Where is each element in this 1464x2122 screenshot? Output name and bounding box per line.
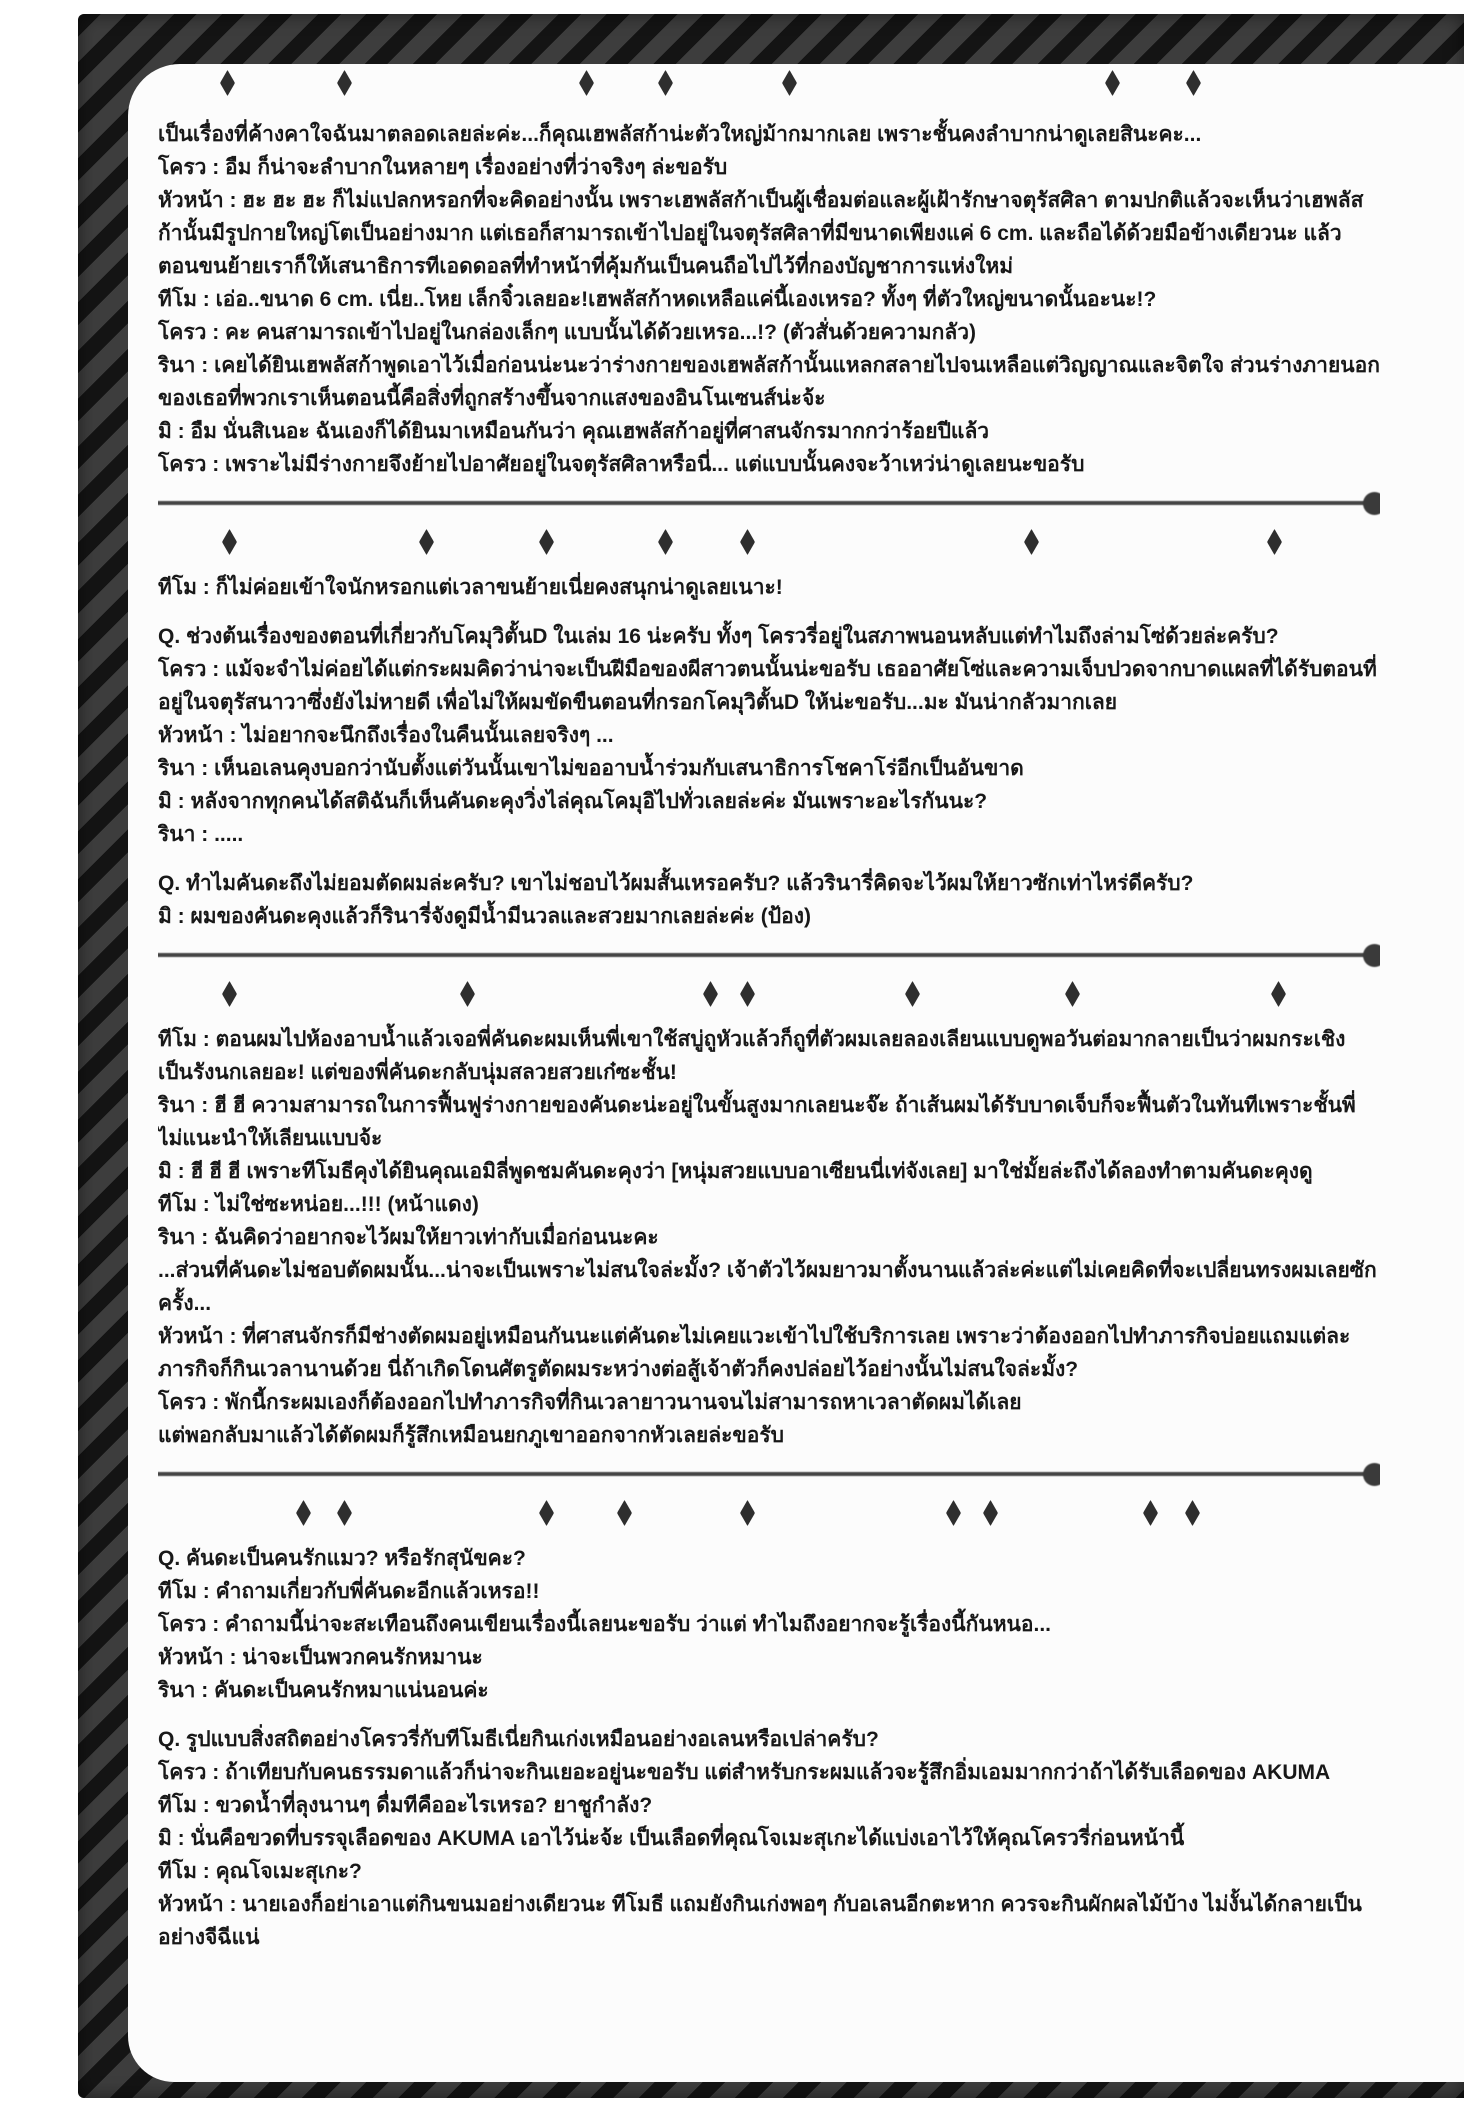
diamond-icon [905, 981, 920, 1007]
dialogue-line: หัวหน้า : นายเองก็อย่าเอาแต่กินขนมอย่างเดียวนะ ทีโมธี แถมยังกินเก่งพอๆ กับอเลนอีกตะหาก ควรจะกินผักผลไม้บ้าง ไม่งั้นได้กลายเป็นอย่างจีฉีแน่ [158, 1893, 1362, 1949]
dialogue-line: ทีโม : ตอนผมไปห้องอาบน้ำแล้วเจอพี่คันดะผมเห็นพี่เขาใช้สบู่ถูหัวแล้วก็ถูที่ตัวผมเลยลองเลียนแบบดูพอวันต่อมากลายเป็นว่าผมกระเชิงเป็นรังนกเลยอะ! แต่ของพี่คันดะกลับนุ่มสลวยสวยเก๋ซะชั้น! [158, 1028, 1346, 1084]
diamond-icon [946, 1500, 961, 1526]
diamond-icon [658, 529, 673, 555]
diamond-icon [782, 70, 797, 96]
dialogue-line: ทีโม : เอ่อ..ขนาด 6 cm. เนี่ย..โหย เล็กจิ๋วเลยอะ!เฮพลัสก้าหดเหลือแค่นี้เองเหรอ? ทั้งๆ ที่ตัวใหญ่ขนาดนั้นอะนะ!? [158, 288, 1157, 311]
dialogue-line: โครว : ถ้าเทียบกับคนธรรมดาแล้วก็น่าจะกินเยอะอยู่นะขอรับ แต่สำหรับกระผมแล้วจะรู้สึกอิ่มเอมมากกว่าถ้าได้รับเลือดของ AKUMA [158, 1761, 1331, 1784]
diamond-icon [740, 981, 755, 1007]
diamond-icon [220, 70, 235, 96]
diamond-icon [337, 70, 352, 96]
diamond-icon [1267, 529, 1282, 555]
paragraph-gap [158, 1707, 1380, 1723]
diamond-icon [222, 981, 237, 1007]
diamond-icon [222, 529, 237, 555]
diamond-row [158, 1500, 1380, 1526]
diamond-icon [1143, 1500, 1158, 1526]
dialogue-line: โครว : พักนี้กระผมเองก็ต้องออกไปทำภารกิจที่กินเวลายาวนานจนไม่สามารถหาเวลาตัดผมได้เลย [158, 1391, 1022, 1414]
qa-section-2 [158, 571, 1380, 933]
dialogue-line: โครว : อืม ก็น่าจะลำบากในหลายๆ เรื่องอย่างที่ว่าจริงๆ ล่ะขอรับ [158, 156, 728, 179]
question-line: Q. ช่วงต้นเรื่องของตอนที่เกี่ยวกับโคมุวิตั้นD ในเล่ม 16 น่ะครับ ทั้งๆ โครวรี่อยู่ในสภาพนอนหลับแต่ทำไมถึงล่ามโซ่ด้วยล่ะครับ? [158, 625, 1279, 648]
dialogue-line: รินา : เห็นอเลนคุงบอกว่านับตั้งแต่วันนั้นเขาไม่ขออาบน้ำร่วมกับเสนาธิการโชคาโร่อีกเป็นอันขาด [158, 757, 1024, 780]
diamond-icon [1186, 70, 1201, 96]
divider-line [158, 1472, 1376, 1476]
divider-endpoint-icon [1363, 1463, 1380, 1486]
dialogue-line: เป็นเรื่องที่ค้างคาใจฉันมาตลอดเลยล่ะค่ะ...ก็คุณเฮพลัสก้าน่ะตัวใหญ่ม้ากมากเลย เพราะชั้นคงลำบากน่าดูเลยสินะคะ... [158, 123, 1202, 146]
diamond-icon [740, 529, 755, 555]
section-divider [158, 491, 1380, 515]
dialogue-line: หัวหน้า : ฮะ ฮะ ฮะ ก็ไม่แปลกหรอกที่จะคิดอย่างนั้น เพราะเฮพลัสก้าเป็นผู้เชื่อมต่อและผู้เฝ้ารักษาจตุรัสศิลา ตามปกติแล้วจะเห็นว่าเฮพลัสก้านั้นมีรูปกายใหญ่โตเป็นอย่างมาก แต่เธอก็สามารถเข้าไปอยู่ในจตุรัสศิลาที่มีขนาดเพียงแค่ 6 cm. และถือได้ด้วยมือข้างเดียวนะ แล้วตอนขนย้ายเราก็ให้เสนาธิการทีเอดดอลที่ทำหน้าที่คุ้มกันเป็นคนถือไปไว้ที่กองบัญชาการแห่งใหม่ [158, 189, 1364, 278]
diamond-icon [579, 70, 594, 96]
dialogue-line: ทีโม : คุณโจเมะสุเกะ? [158, 1860, 362, 1883]
dialogue-line: หัวหน้า : ที่ศาสนจักรก็มีช่างตัดผมอยู่เหมือนกันนะแต่คันดะไม่เคยแวะเข้าไปใช้บริการเลย เพราะว่าต้องออกไปทำภารกิจบ่อยแถมแต่ละภารกิจก็กินเวลานานด้วย นี่ถ้าเกิดโดนศัตรูตัดผมระหว่างต่อสู้เจ้าตัวก็คงปล่อยไว้อย่างนั้นไม่สนใจล่ะมั้ง? [158, 1325, 1351, 1381]
diamond-icon [703, 981, 718, 1007]
dialogue-line: มิ : หลังจากทุกคนได้สติฉันก็เห็นคันดะคุงวิ่งไล่คุณโคมุอิไปทั่วเลยล่ะค่ะ มันเพราะอะไรกันนะ? [158, 790, 988, 813]
question-line: Q. คันดะเป็นคนรักแมว? หรือรักสุนัขคะ? [158, 1547, 526, 1570]
dialogue-line: ทีโม : คำถามเกี่ยวกับพี่คันดะอีกแล้วเหรอ!! [158, 1580, 540, 1603]
qa-content [158, 66, 1380, 2078]
dialogue-line: มิ : ฮี ฮี ฮี เพราะทีโมธีคุงได้ยินคุณเอมิลี่พูดชมคันดะคุงว่า [หนุ่มสวยแบบอาเซียนนี่เท่จังเลย] มาใช่มั้ยล่ะถึงได้ลองทำตามคันดะคุงดู [158, 1160, 1313, 1183]
diamond-icon [1105, 70, 1120, 96]
paragraph-gap [158, 604, 1380, 620]
diamond-row [158, 529, 1380, 555]
dialogue-line: โครว : คำถามนี้น่าจะสะเทือนถึงคนเขียนเรื่องนี้เลยนะขอรับ ว่าแต่ ทำไมถึงอยากจะรู้เรื่องนี้กันหนอ... [158, 1613, 1052, 1636]
dialogue-line: รินา : ฉันคิดว่าอยากจะไว้ผมให้ยาวเท่ากับเมื่อก่อนนะคะ [158, 1226, 659, 1249]
dialogue-line: ...ส่วนที่คันดะไม่ชอบตัดผมนั้น...น่าจะเป็นเพราะไม่สนใจล่ะมั้ง? เจ้าตัวไว้ผมยาวมาตั้งนานแล้วล่ะค่ะแต่ไม่เคยคิดที่จะเปลี่ยนทรงผมเลยซักครั้ง... [158, 1259, 1377, 1315]
qa-section-1 [158, 118, 1380, 481]
dialogue-line: ทีโม : ก็ไม่ค่อยเข้าใจนักหรอกแต่เวลาขนย้ายเนี่ยคงสนุกน่าดูเลยเนาะ! [158, 576, 783, 599]
dialogue-line: โครว : เพราะไม่มีร่างกายจึงย้ายไปอาศัยอยู่ในจตุรัสศิลาหรือนี่... แต่แบบนั้นคงจะว้าเหว่น่าดูเลยนะขอรับ [158, 453, 1085, 476]
diamond-icon [419, 529, 434, 555]
question-line: Q. รูปแบบสิ่งสถิตอย่างโครวรี่กับทีโมธีเนี่ยกินเก่งเหมือนอย่างอเลนหรือเปล่าครับ? [158, 1728, 879, 1751]
diamond-icon [1024, 529, 1039, 555]
section-divider [158, 1462, 1380, 1486]
diamond-icon [337, 1500, 352, 1526]
divider-endpoint-icon [1363, 492, 1380, 515]
dialogue-line: มิ : นั่นคือขวดที่บรรจุเลือดของ AKUMA เอาไว้น่ะจ้ะ เป็นเลือดที่คุณโจเมะสุเกะได้แบ่งเอาไว้ให้คุณโครวรี่ก่อนหน้านี้ [158, 1827, 1185, 1850]
diamond-icon [539, 529, 554, 555]
section-divider [158, 943, 1380, 967]
paragraph-gap [158, 851, 1380, 867]
diamond-icon [1185, 1500, 1200, 1526]
diamond-icon [658, 70, 673, 96]
dialogue-line: รินา : เคยได้ยินเฮพลัสก้าพูดเอาไว้เมื่อก่อนน่ะนะว่าร่างกายของเฮพลัสก้านั้นแหลกสลายไปจนเหลือแต่วิญญาณและจิตใจ ส่วนร่างภายนอกของเธอที่พวกเราเห็นตอนนี้คือสิ่งที่ถูกสร้างขึ้นจากแสงของอินโนเซนส์น่ะจ้ะ [158, 354, 1380, 410]
dialogue-line: มิ : อืม นั่นสิเนอะ ฉันเองก็ได้ยินมาเหมือนกันว่า คุณเฮพลัสก้าอยู่ที่ศาสนจักรมากกว่าร้อยปีแล้ว [158, 420, 990, 443]
diamond-icon [296, 1500, 311, 1526]
diamond-icon [617, 1500, 632, 1526]
qa-section-4 [158, 1542, 1380, 1954]
diamond-icon [1065, 981, 1080, 1007]
diamond-icon [539, 1500, 554, 1526]
dialogue-line: รินา : ..... [158, 823, 244, 846]
dialogue-line: หัวหน้า : ไม่อยากจะนึกถึงเรื่องในคืนนั้นเลยจริงๆ ... [158, 724, 614, 747]
question-line: Q. ทำไมคันดะถึงไม่ยอมตัดผมล่ะครับ? เขาไม่ชอบไว้ผมสั้นเหรอครับ? แล้วรินารี่คิดจะไว้ผมให้ยาวซักเท่าไหร่ดีครับ? [158, 872, 1194, 895]
diamond-row [158, 70, 1380, 96]
dialogue-line: หัวหน้า : น่าจะเป็นพวกคนรักหมานะ [158, 1646, 483, 1669]
diamond-icon [460, 981, 475, 1007]
diamond-icon [983, 1500, 998, 1526]
dialogue-line: รินา : ฮี ฮี ความสามารถในการฟื้นฟูร่างกายของคันดะน่ะอยู่ในขั้นสูงมากเลยนะจ๊ะ ถ้าเส้นผมได้รับบาดเจ็บก็จะฟื้นตัวในทันทีเพราะชั้นพี่ไม่แนะนำให้เลียนแบบจ้ะ [158, 1094, 1356, 1150]
divider-endpoint-icon [1363, 944, 1380, 967]
dialogue-line: โครว : คะ คนสามารถเข้าไปอยู่ในกล่องเล็กๆ แบบนั้นได้ด้วยเหรอ...!? (ตัวสั่นด้วยความกลัว) [158, 321, 977, 344]
diamond-icon [740, 1500, 755, 1526]
divider-line [158, 953, 1376, 957]
dialogue-line: มิ : ผมของคันดะคุงแล้วก็รินารี่จังดูมีน้ำมีนวลและสวยมากเลยล่ะค่ะ (ป้อง) [158, 905, 811, 928]
dialogue-line: ทีโม : ขวดน้ำที่ลุงนานๆ ดื่มทีคืออะไรเหรอ? ยาชูกำลัง? [158, 1794, 653, 1817]
dialogue-line: แต่พอกลับมาแล้วได้ตัดผมก็รู้สึกเหมือนยกภูเขาออกจากหัวเลยล่ะขอรับ [158, 1424, 785, 1447]
dialogue-line: โครว : แม้จะจำไม่ค่อยได้แต่กระผมคิดว่าน่าจะเป็นฝีมือของผีสาวตนนั้นน่ะขอรับ เธออาศัยโซ่และความเจ็บปวดจากบาดแผลที่ได้รับตอนที่อยู่ในจตุรัสนาวาซึ่งยังไม่หายดี เพื่อไม่ให้ผมขัดขืนตอนที่กรอกโคมุวิตั้นD ให้น่ะขอรับ...มะ มันน่ากลัวมากเลย [158, 658, 1377, 714]
diamond-icon [1271, 981, 1286, 1007]
dialogue-line: รินา : คันดะเป็นคนรักหมาแน่นอนค่ะ [158, 1679, 489, 1702]
divider-line [158, 501, 1376, 505]
diamond-row [158, 981, 1380, 1007]
dialogue-line: ทีโม : ไม่ใช่ซะหน่อย...!!! (หน้าแดง) [158, 1193, 479, 1216]
qa-section-3 [158, 1023, 1380, 1452]
